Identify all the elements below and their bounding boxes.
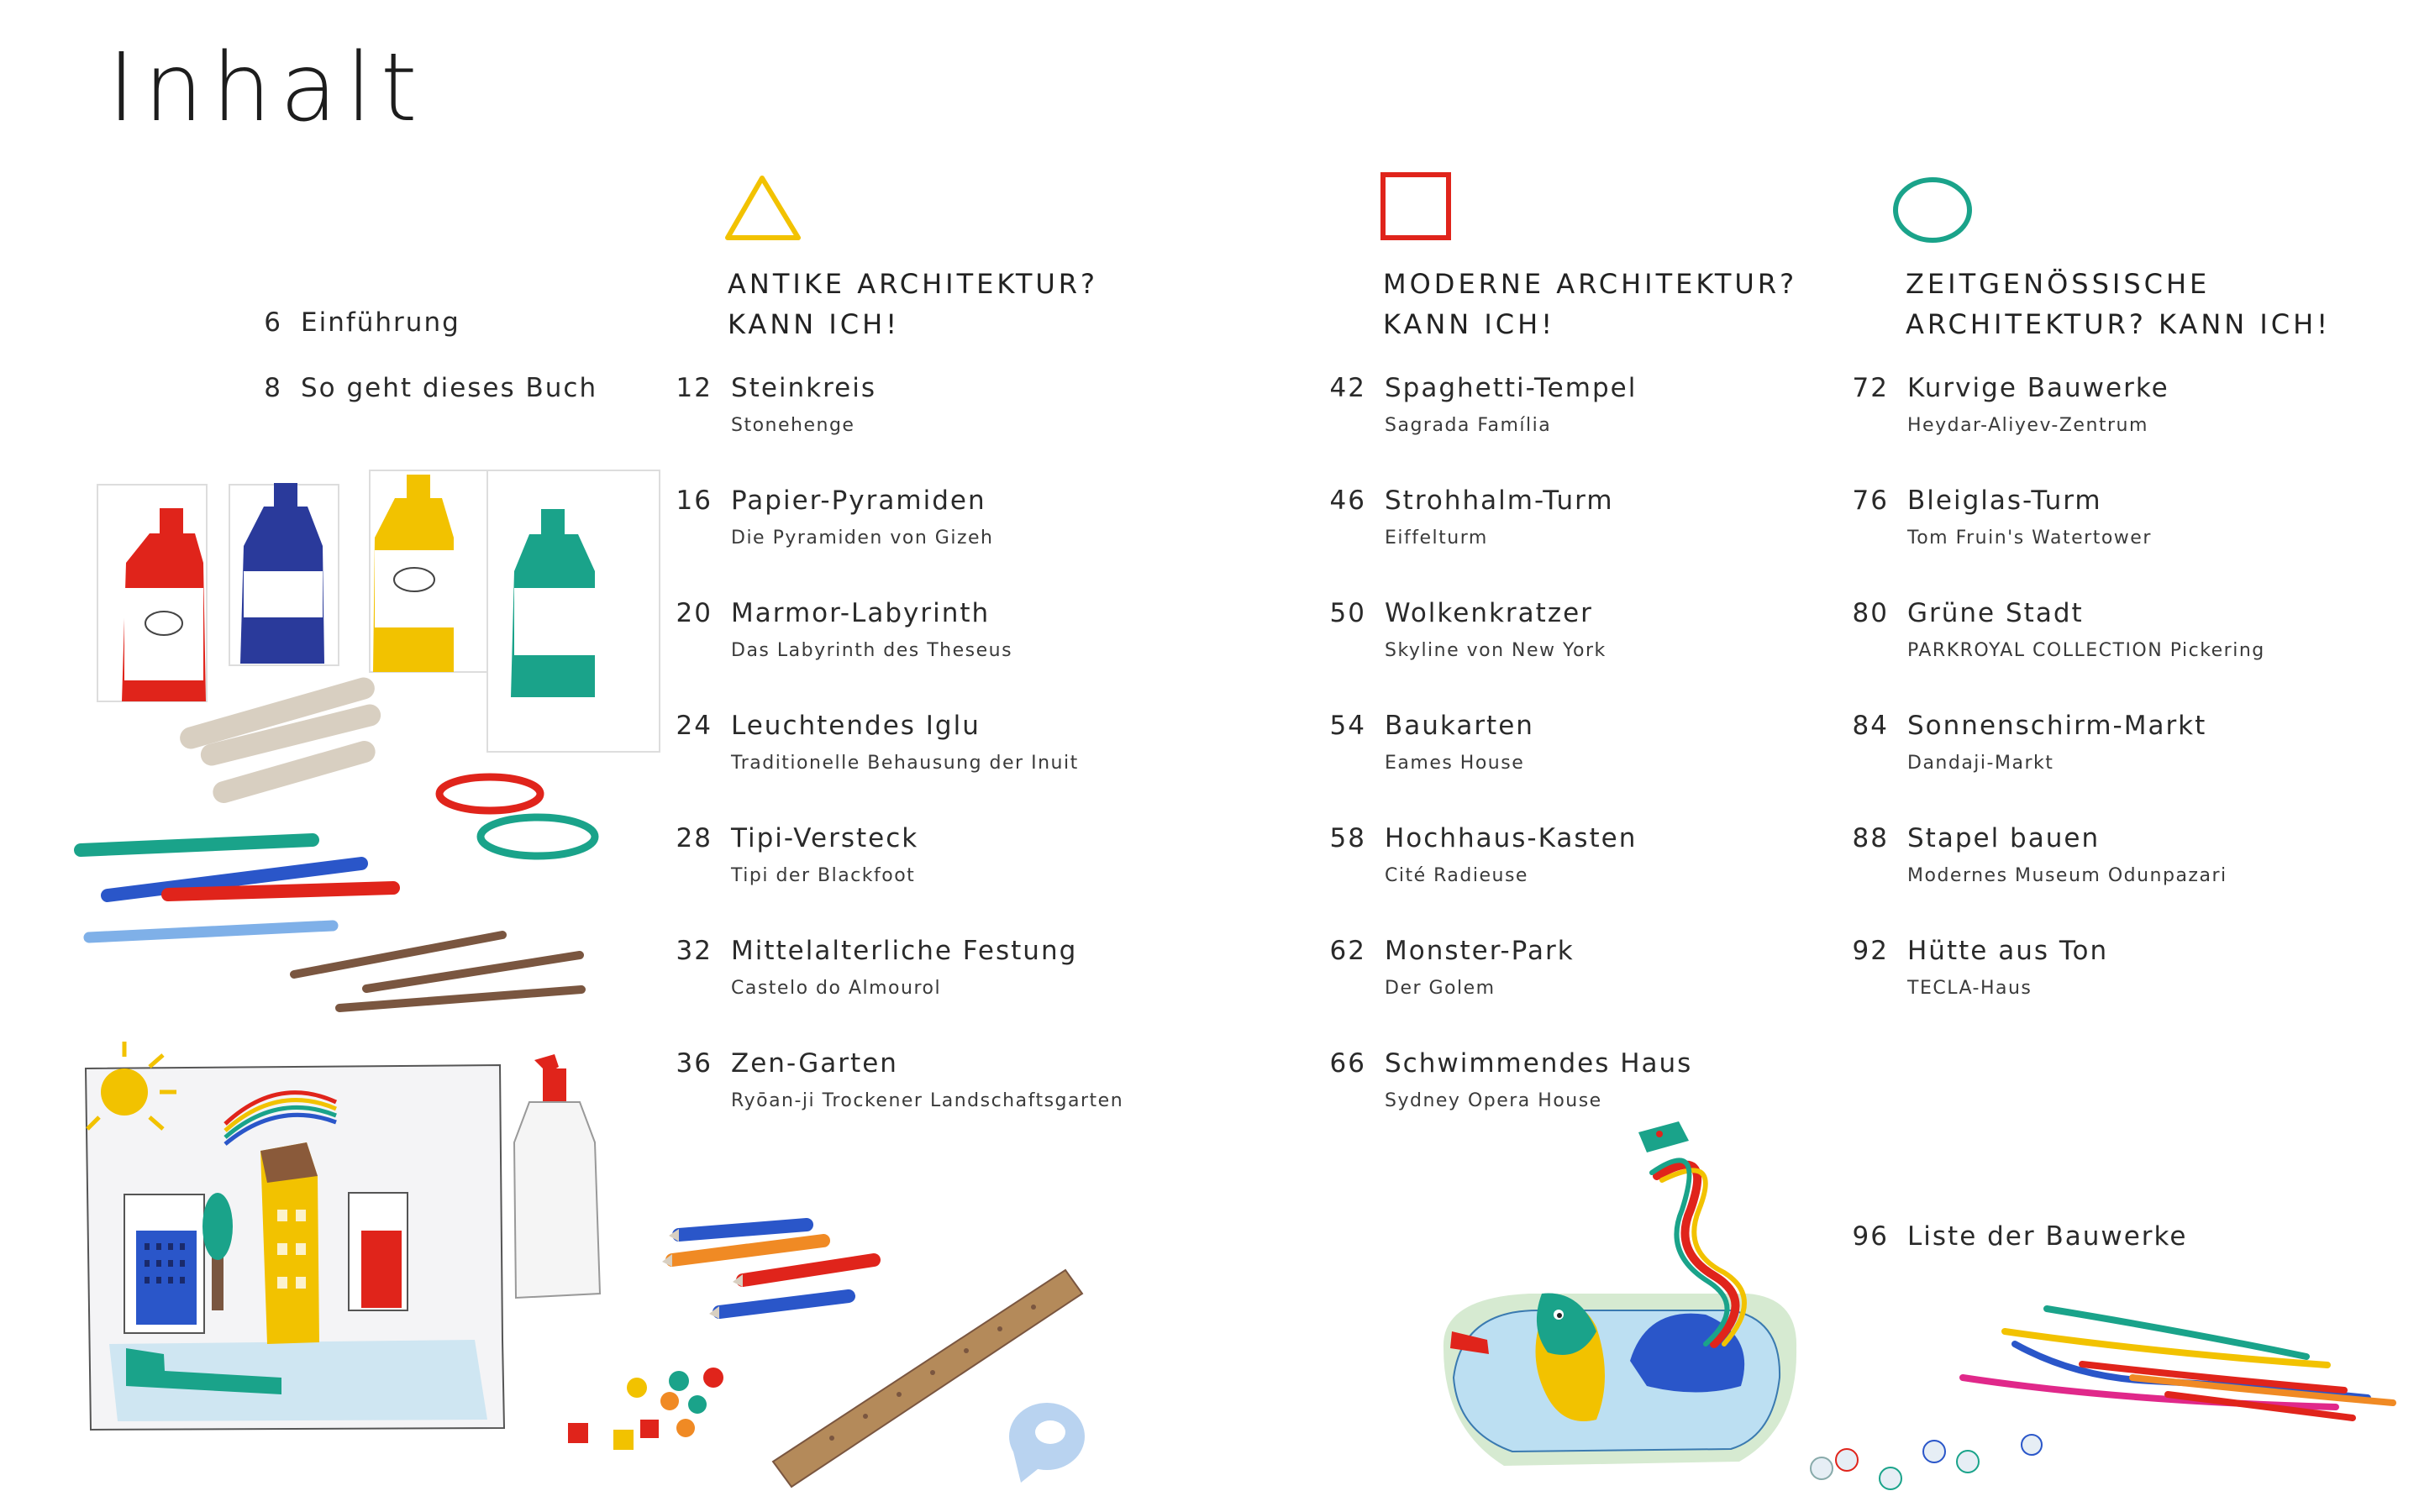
entry-subtitle: TECLA-Haus — [1907, 978, 2032, 999]
entry-title: Mittelalterliche Festung — [731, 936, 1078, 966]
entry-subtitle: Sydney Opera House — [1385, 1090, 1602, 1111]
toc-entry[interactable] — [676, 936, 1078, 999]
entry-title: Strohhalm-Turm — [1385, 486, 1614, 516]
toc-entry-appendix[interactable] — [1852, 1221, 2188, 1252]
entry-title: Monster-Park — [1385, 936, 1575, 966]
entry-title: Kurvige Bauwerke — [1907, 373, 2169, 403]
pencils-illustration — [662, 1225, 874, 1319]
entry-page-number: 12 — [676, 373, 713, 403]
entry-title: Baukarten — [1385, 711, 1534, 741]
entry-subtitle: Skyline von New York — [1385, 640, 1607, 661]
entry-title: Einführung — [301, 307, 460, 338]
green-circle-icon — [1896, 180, 1969, 240]
entry-subtitle: Das Labyrinth des Theseus — [731, 640, 1013, 661]
entry-subtitle: Eames House — [1385, 753, 1525, 774]
entry-title: Liste der Bauwerke — [1907, 1221, 2188, 1252]
entry-page-number: 42 — [1329, 373, 1366, 403]
section-heading-contemporary — [1906, 264, 2331, 344]
entry-page-number: 24 — [676, 711, 713, 741]
entry-page-number: 54 — [1329, 711, 1366, 741]
entry-subtitle: Dandaji-Markt — [1907, 753, 2054, 774]
entry-title: Spaghetti-Tempel — [1385, 373, 1638, 403]
entry-title: Hütte aus Ton — [1907, 936, 2109, 966]
entry-page-number: 84 — [1852, 711, 1889, 741]
entry-page-number: 28 — [676, 823, 713, 853]
toc-entry[interactable] — [1329, 486, 1614, 549]
entry-title: Stapel bauen — [1907, 823, 2101, 853]
toc-entry[interactable] — [676, 711, 1079, 774]
heading-line: ZEITGENÖSSISCHE — [1906, 268, 2211, 300]
marbles-illustration — [1811, 1435, 2042, 1489]
red-rubber-band — [439, 777, 540, 811]
glue-bottle-illustration — [514, 1054, 600, 1298]
entry-title: Wolkenkratzer — [1385, 598, 1593, 628]
swan-snake-illustration — [1444, 1121, 1796, 1466]
heading-line: MODERNE ARCHITEKTUR? — [1383, 268, 1798, 300]
entry-subtitle: Traditionelle Behausung der Inuit — [731, 753, 1079, 774]
entry-page-number: 96 — [1852, 1221, 1889, 1252]
straws-illustration — [81, 840, 581, 1008]
toc-entry[interactable] — [676, 1048, 1124, 1111]
toc-entry[interactable] — [1329, 598, 1607, 661]
yellow-triangle-icon — [728, 178, 798, 238]
entry-title: So geht dieses Buch — [301, 373, 598, 403]
entry-page-number: 88 — [1852, 823, 1889, 853]
section-heading-modern — [1383, 264, 1797, 344]
toc-entry[interactable] — [676, 486, 994, 549]
entry-subtitle: Eiffelturm — [1385, 528, 1488, 549]
entry-subtitle: Modernes Museum Odunpazari — [1907, 865, 2227, 886]
toc-entry[interactable] — [1329, 1048, 1693, 1111]
toc-entry[interactable] — [676, 373, 877, 436]
toc-entry-intro[interactable] — [264, 307, 460, 338]
beads-illustration — [568, 1368, 723, 1450]
section-heading-ancient — [728, 264, 1098, 344]
entry-subtitle: PARKROYAL COLLECTION Pickering — [1907, 640, 2265, 661]
entry-title: Schwimmendes Haus — [1385, 1048, 1693, 1079]
entry-title: Hochhaus-Kasten — [1385, 823, 1638, 853]
toc-entry[interactable] — [1329, 936, 1575, 999]
entry-title: Bleiglas-Turm — [1907, 486, 2102, 516]
entry-page-number: 32 — [676, 936, 713, 966]
city-drawing-illustration — [86, 1042, 504, 1430]
entry-title: Grüne Stadt — [1907, 598, 2084, 628]
entry-subtitle: Stonehenge — [731, 415, 855, 436]
entry-page-number: 46 — [1329, 486, 1366, 516]
entry-title: Marmor-Labyrinth — [731, 598, 991, 628]
entry-page-number: 16 — [676, 486, 713, 516]
toc-entry[interactable] — [1329, 373, 1638, 436]
entry-page-number: 8 — [264, 373, 282, 403]
toc-entry[interactable] — [1329, 823, 1638, 886]
entry-title: Steinkreis — [731, 373, 877, 403]
entry-subtitle: Cité Radieuse — [1385, 865, 1528, 886]
entry-title: Tipi-Versteck — [731, 823, 919, 853]
entry-subtitle: Die Pyramiden von Gizeh — [731, 528, 994, 549]
entry-page-number: 50 — [1329, 598, 1366, 628]
toc-entry[interactable] — [1852, 823, 2227, 886]
entry-page-number: 66 — [1329, 1048, 1366, 1079]
heading-line: KANN ICH! — [1383, 308, 1556, 340]
entry-subtitle: Ryōan-ji Trockener Landschaftsgarten — [731, 1090, 1124, 1111]
entry-subtitle: Heydar-Aliyev-Zentrum — [1907, 415, 2148, 436]
entry-subtitle: Sagrada Família — [1385, 415, 1552, 436]
entry-subtitle: Tipi der Blackfoot — [731, 865, 916, 886]
toc-entry-how-to[interactable] — [264, 373, 598, 403]
entry-title: Papier-Pyramiden — [731, 486, 986, 516]
entry-page-number: 36 — [676, 1048, 713, 1079]
toc-entry[interactable] — [1329, 711, 1534, 774]
toc-entry[interactable] — [1852, 373, 2169, 436]
entry-title: Sonnenschirm-Markt — [1907, 711, 2207, 741]
entry-page-number: 6 — [264, 307, 282, 338]
entry-page-number: 58 — [1329, 823, 1366, 853]
toc-entry[interactable] — [1852, 936, 2109, 999]
entry-page-number: 80 — [1852, 598, 1889, 628]
tape-illustration — [1009, 1403, 1085, 1483]
page-title: Inhalt — [108, 34, 426, 143]
green-rubber-band — [481, 817, 595, 856]
entry-page-number: 92 — [1852, 936, 1889, 966]
entry-title: Leuchtendes Iglu — [731, 711, 981, 741]
heading-line: ARCHITEKTUR? KANN ICH! — [1906, 308, 2332, 340]
red-square-icon — [1383, 175, 1449, 238]
entry-page-number: 62 — [1329, 936, 1366, 966]
entry-title: Zen-Garten — [731, 1048, 898, 1079]
heading-line: ANTIKE ARCHITEKTUR? — [728, 268, 1099, 300]
toc-entry[interactable] — [1852, 711, 2207, 774]
entry-subtitle: Castelo do Almourol — [731, 978, 942, 999]
entry-page-number: 76 — [1852, 486, 1889, 516]
popsicle-sticks-illustration — [177, 675, 383, 806]
toc-entry[interactable] — [676, 598, 1013, 661]
entry-page-number: 72 — [1852, 373, 1889, 403]
heading-line: KANN ICH! — [728, 308, 901, 340]
pipe-cleaners-illustration — [1963, 1309, 2393, 1418]
toc-entry[interactable] — [1852, 486, 2152, 549]
entry-subtitle: Der Golem — [1385, 978, 1496, 999]
toc-entry[interactable] — [676, 823, 919, 886]
entry-page-number: 20 — [676, 598, 713, 628]
entry-subtitle: Tom Fruin's Watertower — [1907, 528, 2152, 549]
toc-entry[interactable] — [1852, 598, 2265, 661]
